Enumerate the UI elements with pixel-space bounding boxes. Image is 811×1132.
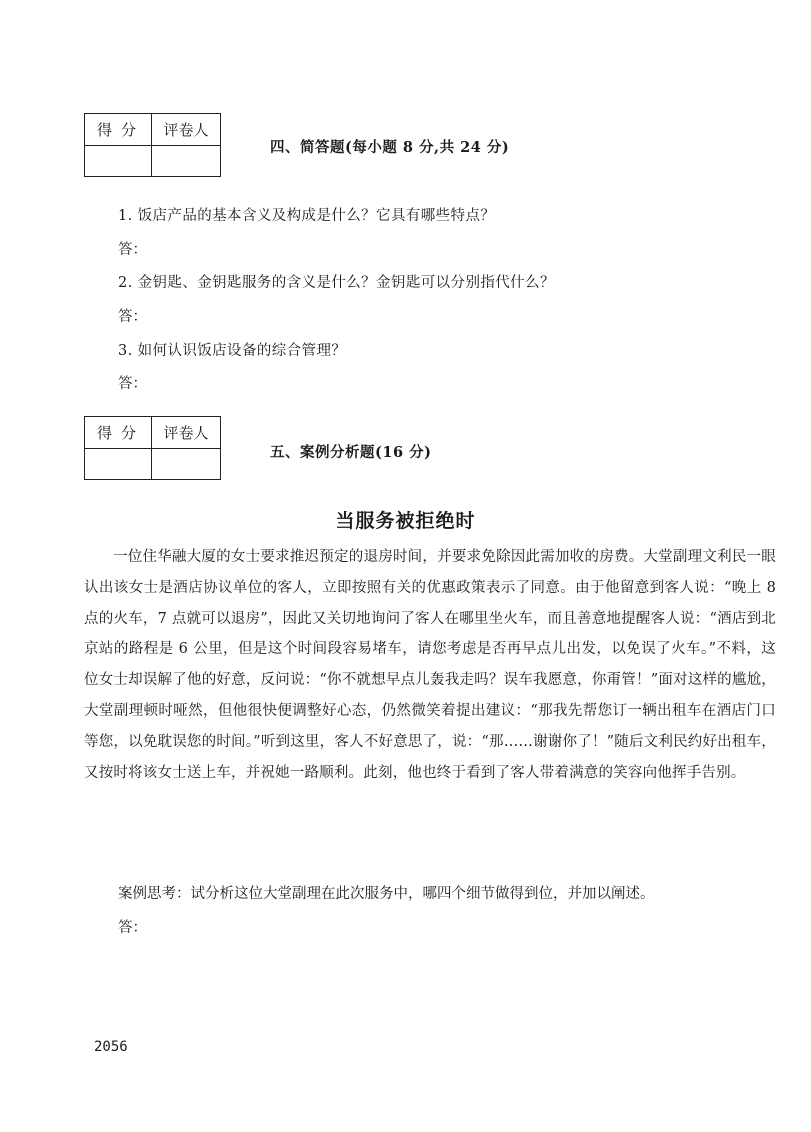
- grader-label: 评卷人: [163, 424, 209, 442]
- grader-label: 评卷人: [163, 121, 209, 139]
- answer-label-1: 答：: [118, 242, 147, 258]
- score-box-entry-row: [85, 145, 220, 177]
- answer-label-2: 答：: [118, 309, 147, 325]
- answer-label-3: 答：: [118, 376, 147, 392]
- case-question: 案例思考：试分析这位大堂副理在此次服务中，哪四个细节做得到位，并加以阐述。: [118, 886, 655, 902]
- case-title: 当服务被拒绝时: [335, 510, 476, 532]
- section5-title: 五、案例分析题(16 分): [270, 444, 432, 461]
- score-label: 得分: [85, 417, 152, 448]
- score-box-entry-row: [85, 448, 220, 480]
- answer-label-case: 答：: [118, 920, 147, 936]
- grader-entry-cell[interactable]: [152, 449, 220, 480]
- score-box-header-row: [85, 417, 220, 448]
- case-body: 一位住华融大厦的女士要求推迟预定的退房时间，并要求免除因此需加收的房费。大堂副理文利民一眼认出该女士是酒店协议单位的客人，立即按照有关的优惠政策表示了同意。由于他留意到客人说：“晚上 8 点的火车，7 点就可以退房”，因此又关切地询问了客人在哪里坐火车，而且善意地提醒客人说：“酒店到北京站的路程是 6 公里，但是这个时间段容易堵车，请您考虑是否再早点儿出发，以免误了火车。”不料，这位女士却误解了他的好意，反问说：“你不就想早点儿轰我走吗？误车我愿意，你甭管！”面对这样的尴尬，大堂副理顿时哑然，但他很快便调整好心态，仍然微笑着提出建议：“那我先帮您订一辆出租车在酒店门口等您，以免耽误您的时间。”听到这里，客人不好意思了，说：“那……谢谢你了！”随后文利民约好出租车，又按时将该女士送上车，并祝她一路顺利。此刻，他也终于看到了客人带着满意的笑容向他挥手告别。: [84, 549, 776, 781]
- question-3: 3. 如何认识饭店设备的综合管理？: [118, 343, 347, 359]
- score-box-section4: [84, 113, 221, 177]
- score-label: 得分: [85, 114, 152, 145]
- question-2: 2. 金钥匙、金钥匙服务的含义是什么？金钥匙可以分别指代什么？: [118, 275, 555, 291]
- page-code: 2056: [94, 1039, 128, 1055]
- question-1: 1. 饭店产品的基本含义及构成是什么？它具有哪些特点？: [118, 208, 496, 224]
- section4-title: 四、简答题(每小题 8 分,共 24 分): [270, 139, 510, 156]
- grader-entry-cell[interactable]: [152, 146, 220, 177]
- score-box-section5: [84, 416, 221, 480]
- score-entry-cell[interactable]: [85, 146, 152, 177]
- score-entry-cell[interactable]: [85, 449, 152, 480]
- score-box-header-row: [85, 114, 220, 145]
